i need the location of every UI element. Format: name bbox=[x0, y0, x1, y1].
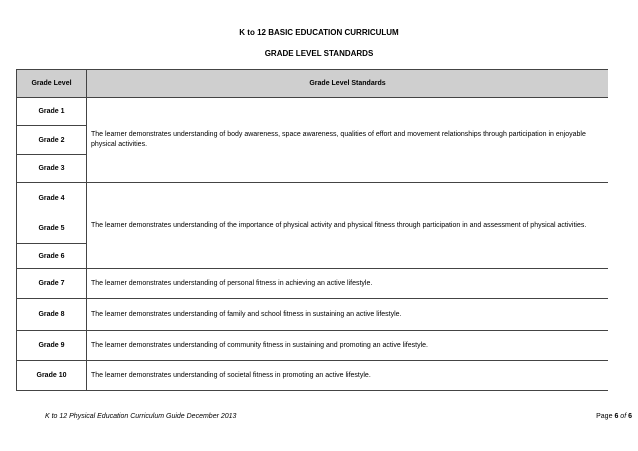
of-word: of bbox=[620, 413, 627, 420]
table-row bbox=[17, 183, 609, 214]
standard-cell: The learner demonstrates understanding of personal fitness in achieving an active lifestyle. bbox=[87, 269, 609, 299]
standard-cell: The learner demonstrates understanding of community fitness in sustaining and promoting an active lifestyle. bbox=[87, 331, 609, 361]
grade-cell: Grade 5 bbox=[17, 213, 87, 244]
grade-level-standards-table bbox=[16, 69, 608, 391]
table-row bbox=[17, 98, 609, 126]
page-word: Page bbox=[596, 413, 613, 420]
standards-header: Grade Level Standards bbox=[87, 70, 609, 98]
current-page: 6 bbox=[614, 413, 619, 420]
standard-cell: The learner demonstrates understanding of family and school fitness in sustaining an active lifestyle. bbox=[87, 299, 609, 331]
total-pages: 6 bbox=[628, 413, 632, 420]
grade-level-header: Grade Level bbox=[17, 70, 87, 98]
standard-cell: The learner demonstrates understanding of the importance of physical activity and physical fitness through participation in and assessment of physical activities. bbox=[87, 183, 609, 269]
footer-page-number bbox=[596, 413, 632, 420]
grade-cell: Grade 1 bbox=[17, 98, 87, 126]
document-title: K to 12 BASIC EDUCATION CURRICULUM bbox=[239, 28, 399, 37]
grade-cell: Grade 7 bbox=[17, 269, 87, 299]
table-row bbox=[17, 331, 609, 361]
standard-cell: The learner demonstrates understanding of body awareness, space awareness, qualities of effort and movement relationships through participation in enjoyable physical activities. bbox=[87, 98, 609, 183]
grade-cell: Grade 3 bbox=[17, 155, 87, 183]
grade-cell: Grade 8 bbox=[17, 299, 87, 331]
grade-cell: Grade 2 bbox=[17, 126, 87, 155]
table-header-row bbox=[17, 70, 609, 98]
grade-cell: Grade 10 bbox=[17, 361, 87, 391]
grade-cell: Grade 6 bbox=[17, 244, 87, 269]
table-row bbox=[17, 299, 609, 331]
footer-guide-title: K to 12 Physical Education Curriculum Guide December 2013 bbox=[45, 413, 237, 420]
table-row bbox=[17, 269, 609, 299]
table-row bbox=[17, 361, 609, 391]
grade-cell: Grade 4 bbox=[17, 183, 87, 214]
document-subtitle: GRADE LEVEL STANDARDS bbox=[264, 49, 374, 58]
grade-cell: Grade 9 bbox=[17, 331, 87, 361]
standard-cell: The learner demonstrates understanding of societal fitness in promoting an active lifestyle. bbox=[87, 361, 609, 391]
